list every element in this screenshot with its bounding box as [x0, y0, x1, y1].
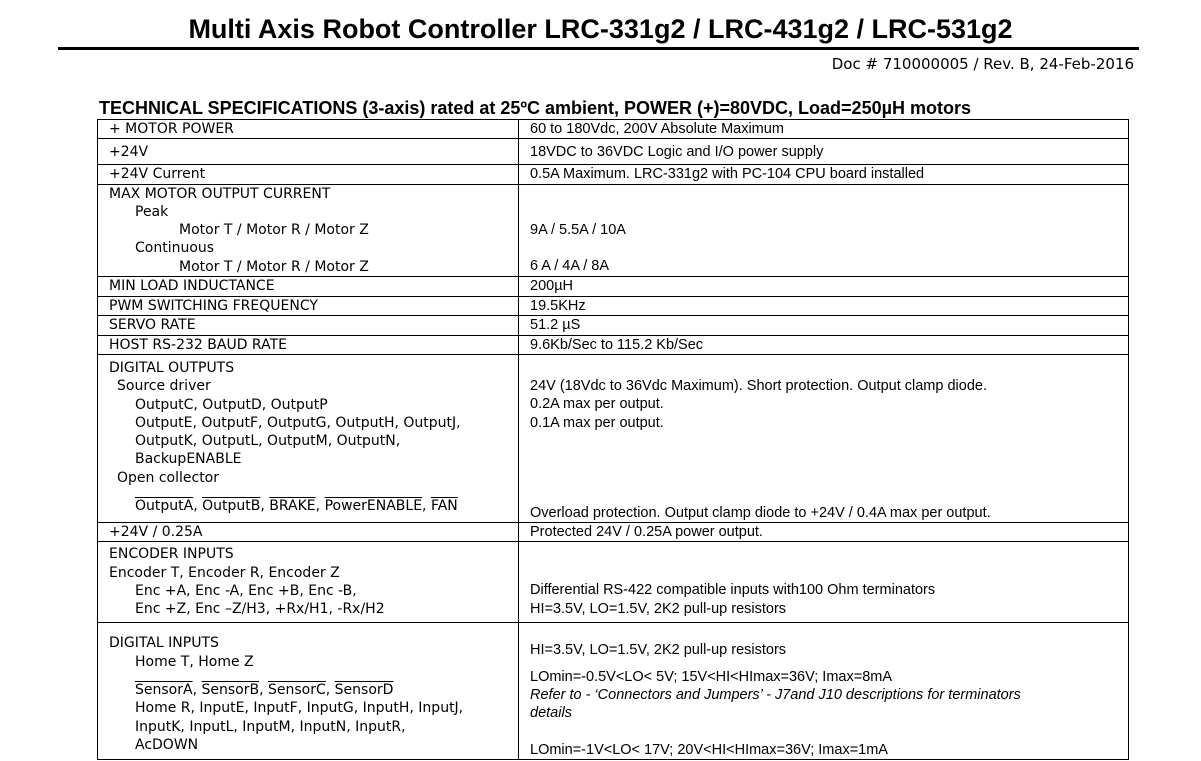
spec-label: SERVO RATE [98, 316, 519, 335]
spec-row-motor-power [98, 120, 1129, 139]
max-current-label: MAX MOTOR OUTPUT CURRENT [109, 185, 331, 202]
continuous-axes-label: Motor T / Motor R / Motor Z [179, 258, 369, 275]
spec-value [519, 623, 1129, 760]
spec-value [519, 542, 1129, 623]
peak-current-value: 9A / 5.5A / 10A [530, 221, 626, 238]
spec-label: MIN LOAD INDUCTANCE [98, 277, 519, 297]
peak-axes-label: Motor T / Motor R / Motor Z [179, 222, 369, 239]
spec-value: Protected 24V / 0.25A power output. [519, 523, 1129, 542]
spec-row-digital-outputs [98, 354, 1129, 522]
separator: , [422, 498, 431, 515]
spec-value: 19.5KHz [519, 297, 1129, 316]
spec-value: 0.5A Maximum. LRC-331g2 with PC-104 CPU board installed [519, 165, 1129, 184]
brake-label: BRAKE [269, 498, 316, 515]
sensor-a-label: SensorA [135, 682, 193, 699]
section-heading: TECHNICAL SPECIFICATIONS (3-axis) rated at 25ºC ambient, POWER (+)=80VDC, Load=250µH motors [99, 98, 971, 118]
digital-outputs-label: DIGITAL OUTPUTS [109, 359, 235, 376]
spec-label: + MOTOR POWER [98, 120, 519, 139]
sensor-inputs-spec: LOmin=-0.5V<LO< 5V; 15V<HI<HImax=36V; Imax=8mA [530, 668, 893, 685]
separator: , [259, 682, 268, 699]
encoder-signals-line: Enc +Z, Enc –Z/H3, +Rx/H1, -Rx/H2 [135, 601, 385, 618]
spec-label [98, 184, 519, 276]
source-outputs-line: OutputE, OutputF, OutputG, OutputH, OutputJ, [135, 414, 461, 431]
document-reference: Doc # 710000005 / Rev. B, 24-Feb-2016 [831, 55, 1134, 73]
spec-row-24v-025a [98, 523, 1129, 542]
sensor-c-label: SensorC [267, 682, 326, 699]
spec-value [519, 354, 1129, 522]
terminator-reference-note-cont: details [530, 705, 572, 722]
spec-label [98, 542, 519, 623]
peak-label: Peak [135, 203, 169, 220]
separator: , [192, 682, 202, 699]
spec-value [519, 184, 1129, 276]
title-rule [58, 47, 1139, 50]
spec-row-pwm-frequency [98, 297, 1129, 316]
spec-label: +24V Current [98, 165, 519, 184]
spec-label: PWM SWITCHING FREQUENCY [98, 297, 519, 316]
spec-value: 18VDC to 36VDC Logic and I/O power supply [519, 139, 1129, 165]
output-b-label: OutputB [202, 498, 261, 515]
spec-row-encoder-inputs [98, 542, 1129, 623]
encoder-signals-line: Enc +A, Enc -A, Enc +B, Enc -B, [135, 583, 357, 600]
output-a-label: OutputA [135, 498, 194, 515]
encoder-inputs-label: ENCODER INPUTS [109, 546, 234, 563]
spec-label [98, 354, 519, 522]
general-inputs-line: InputK, InputL, InputM, InputN, InputR, [135, 718, 406, 735]
source-outputs-line: OutputC, OutputD, OutputP [135, 396, 328, 413]
spec-row-max-motor-current [98, 184, 1129, 276]
separator: , [193, 498, 203, 515]
spec-label: HOST RS-232 BAUD RATE [98, 335, 519, 354]
home-inputs-line: Home T, Home Z [135, 653, 254, 670]
separator: , [260, 498, 270, 515]
document-title: Multi Axis Robot Controller LRC-331g2 / LRC-431g2 / LRC-531g2 [188, 14, 1013, 44]
sensor-inputs-line [109, 681, 518, 699]
spec-row-servo-rate [98, 316, 1129, 335]
open-collector-label: Open collector [117, 469, 220, 486]
spec-row-baud-rate [98, 335, 1129, 354]
open-collector-outputs-line [109, 497, 518, 515]
home-inputs-spec: HI=3.5V, LO=1.5V, 2K2 pull-up resistors [530, 642, 787, 659]
specifications-table [97, 119, 1129, 760]
open-collector-spec: Overload protection. Output clamp diode to +24V / 0.4A max per output. [530, 504, 991, 521]
continuous-label: Continuous [135, 240, 215, 257]
source-outputs-line: OutputK, OutputL, OutputM, OutputN, [135, 433, 401, 450]
spec-value: 60 to 180Vdc, 200V Absolute Maximum [519, 120, 1129, 139]
fan-label: $\overline{FAN}$ [430, 498, 458, 515]
terminator-reference-note: Refer to - ‘Connectors and Jumpers’ - J7and J10 descriptions for terminators [530, 687, 1021, 704]
spec-label: +24V / 0.25A [98, 523, 519, 542]
spec-label: +24V [98, 139, 519, 165]
spec-value: 51.2 µS [519, 316, 1129, 335]
source-current-spec: 0.1A max per output. [530, 414, 664, 431]
spec-row-24v [98, 139, 1129, 165]
encoder-differential-spec: Differential RS-422 compatible inputs with100 Ohm terminators [530, 582, 936, 599]
encoder-threshold-spec: HI=3.5V, LO=1.5V, 2K2 pull-up resistors [530, 600, 787, 617]
continuous-current-value: 6 A / 4A / 8A [530, 257, 610, 274]
sensor-d-label: SensorD [334, 682, 394, 699]
source-driver-label: Source driver [117, 378, 211, 395]
digital-inputs-label: DIGITAL INPUTS [109, 635, 219, 652]
general-inputs-line: AcDOWN [135, 736, 199, 753]
source-driver-spec: 24V (18Vdc to 36Vdc Maximum). Short protection. Output clamp diode. [530, 377, 987, 394]
spec-label [98, 623, 519, 760]
source-current-spec: 0.2A max per output. [530, 396, 664, 413]
spec-value: 9.6Kb/Sec to 115.2 Kb/Sec [519, 335, 1129, 354]
general-inputs-spec: LOmin=-1V<LO< 17V; 20V<HI<HImax=36V; Imax=1mA [530, 741, 888, 758]
spec-row-min-inductance [98, 277, 1129, 297]
encoder-axes-line: Encoder T, Encoder R, Encoder Z [109, 564, 340, 581]
spec-row-digital-inputs [98, 623, 1129, 760]
sensor-b-label: SensorB [201, 682, 260, 699]
spec-row-24v-current [98, 165, 1129, 184]
spec-value: 200µH [519, 277, 1129, 297]
source-outputs-line: BackupENABLE [135, 451, 242, 468]
power-enable-label: PowerENABLE [324, 498, 423, 515]
separator: , [325, 682, 335, 699]
separator: , [315, 498, 325, 515]
general-inputs-line: Home R, InputE, InputF, InputG, InputH, InputJ, [135, 700, 464, 717]
